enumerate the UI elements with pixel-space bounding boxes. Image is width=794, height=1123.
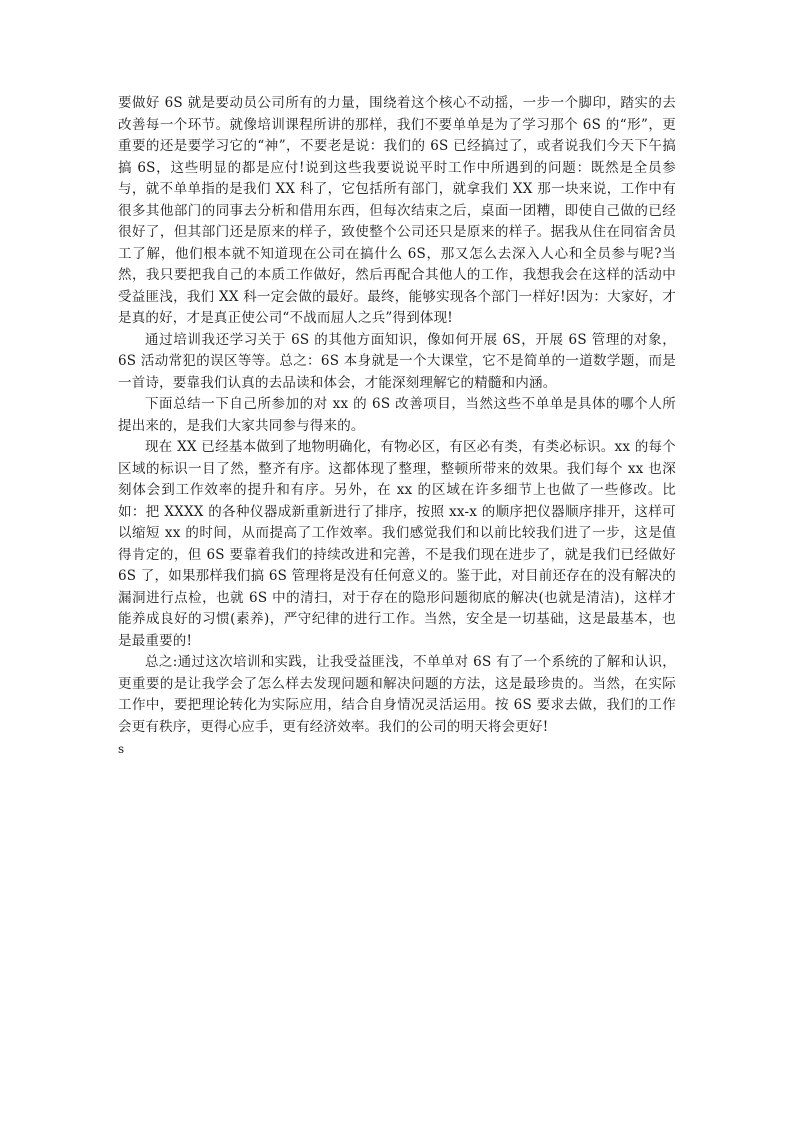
paragraph-2: 通过培训我还学习关于 6S 的其他方面知识，像如何开展 6S，开展 6S 管理的对象，6S 活动常犯的误区等等。总之：6S 本身就是一个大课堂，它不是简单的一道数学题，而是一首诗，要靠我们认真的去品读和体会，才能深刻理解它的精髓和内涵。 bbox=[118, 331, 676, 391]
paragraph-1: 要做好 6S 就是要动员公司所有的力量，围绕着这个核心不动摇，一步一个脚印，踏实的去改善每一个环节。就像培训课程所讲的那样，我们不要单单是为了学习那个 6S 的“形”，更重要的还是要学习它的“神”，不要老是说：我们的 6S 已经搞过了，或者说我们今天下午搞搞 6S，这些明显的都是应付!说到这些我要说说平时工作中所遇到的问题：既然是全员参与，就不单单指的是我们 XX 科了，它包括所有部门，就拿我们 XX 那一块来说，工作中有很多其他部门的同事去分析和借用东西，但每次结束之后，桌面一团糟，即使自己做的已经很好了，但其部门还是原来的样子，致使整个公司还只是原来的样子。据我从住在同宿舍员工了解，他们根本就不知道现在公司在搞什么 6S，那又怎么去深入人心和全员参与呢?当然，我只要把我自己的本质工作做好，然后再配合其他人的工作，我想我会在这样的活动中受益匪浅，我们 XX 科一定会做的最好。最终，能够实现各个部门一样好!因为：大家好，才是真的好，才是真正使公司“不战而屈人之兵”得到体现! bbox=[118, 95, 676, 326]
paragraph-3: 下面总结一下自己所参加的对 xx 的 6S 改善项目，当然这些不单单是具体的哪个人所提出来的，是我们大家共同参与得来的。 bbox=[118, 396, 676, 434]
document-body bbox=[118, 93, 676, 758]
paragraph-5: 总之:通过这次培训和实践，让我受益匪浅，不单单对 6S 有了一个系统的了解和认识，更重要的是让我学会了怎么样去发现问题和解决问题的方法，这是最珍贵的。当然，在实际工作中，要把理论转化为实际应用，结合自身情况灵活运用。按 6S 要求去做，我们的工作会更有秩序，更得心应手，更有经济效率。我们的公司的明天将会更好! bbox=[118, 654, 676, 735]
trailing-mark: s bbox=[118, 742, 125, 756]
paragraph-4: 现在 XX 已经基本做到了地物明确化，有物必区，有区必有类，有类必标识。xx 的每个区域的标识一目了然，整齐有序。这都体现了整理，整顿所带来的效果。我们每个 xx 也深刻体会到工作效率的提升和有序。另外，在 xx 的区域在许多细节上也做了一些修改。比如：把 XXXX 的各种仪器成新重新进行了排序，按照 xx-x 的顺序把仪器顺序排开，这样可以缩短 xx 的时间，从而提高了工作效率。我们感觉我们和以前比较我们进了一步，这是值得肯定的，但 6S 要靠着我们的持续改进和完善，不是我们现在进步了，就是我们已经做好 6S 了，如果那样我们搞 6S 管理将是没有任何意义的。鉴于此，对目前还存在的没有解决的漏洞进行点检，也就 6S 中的清扫，对于存在的隐形问题彻底的解决(也就是清洁)，这样才能养成良好的习惯(素养)，严守纪律的进行工作。当然，安全是一切基础，这是最基本，也是最重要的! bbox=[118, 439, 676, 649]
